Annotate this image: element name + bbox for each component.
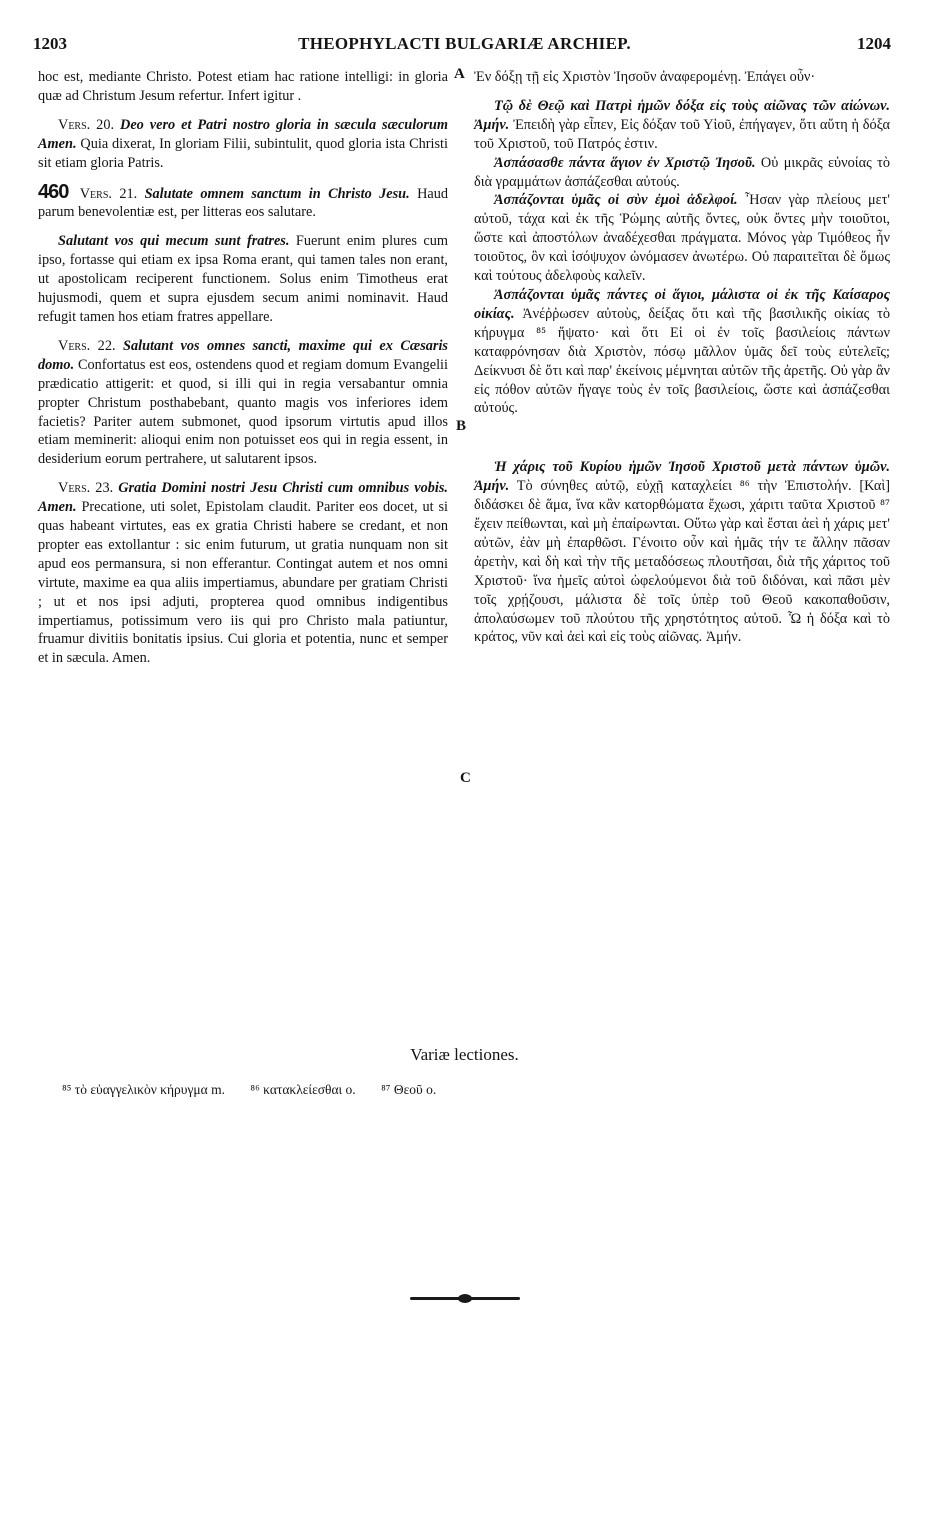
page-number-left: 1203 (33, 34, 67, 53)
verse-lemma: Deo vero et Patri nostro gloria in sæcula sæculorum Amen. (38, 116, 448, 152)
verse-commentary: Τὸ σύνηθες αὐτῷ, εὐχῇ καταχλείει ⁸⁶ τὴν Ἐπιστολήν. [Καὶ] διδάσκει δὲ ἅμα, ἵνα κἂν κατορθώματα ἔχωσι, χάριτι ταῦτα Χριστοῦ ⁸⁷ ἔχειν πείθωνται, καὶ μὴ ἐπαίρωνται. Οὕτω γὰρ καὶ ἔσται ἀεὶ ἡ χάρις μετ' αὐτῶν, ἐὰν μὴ ἐπαρθῶσι. Γένοιτο οὖν καὶ ἡμᾶς τήν τε ἄλλην πᾶσαν ἀρετὴν, καὶ δὴ καὶ τὴν τῆς μεταδόσεως πλουτῆσαι, διὰ τῆς χάριτος τοῦ Χριστοῦ· ἵνα ἡμεῖς αὐτοὶ ὠφελούμενοι διὰ τοῦ διδόναι, καὶ πᾶσι μὲν τοῖς χρῄζουσι, μάλιστα δὲ τοῖς ὑπὲρ τοῦ Θεοῦ κακοπαθοῦσιν, ἀπολαύσωμεν τοῦ πλούτου τῆς χρηστότητος αὐτοῦ. Ὧ ἡ δόξα καὶ τὸ κράτος, νῦν καὶ ἀεὶ καὶ εἰς τοὺς αἰῶνας. Ἀμήν. (474, 478, 890, 646)
column-number: 460 (38, 180, 69, 203)
verse-commentary: Ἀνέῤῥωσεν αὐτοὺς, δείξας ὅτι καὶ τῆς βασιλικῆς οἰκίας τὸ κήρυγμα ⁸⁵ ἥψατο· καὶ ὅτι Εἰ οἱ ἐν τοῖς βασιλείοις πάντων καταφρόνησαν διὰ Χριστὸν, πόσῳ μᾶλλον ὑμᾶς δεῖ τοὺς εὐτελεῖς; Δείκνυσι δὲ ὅτι καὶ παρ' ἐκείνοις μέμνηται αὐτῶν τῆς ἀρετῆς. Οὐ γὰρ ἂν εἰς πόθον αὐτῶν ἤγαγε τοὺς ἐν τοῖς βασιλείοις, ὥστε καὶ ἀσπάζεσθαι αὐτούς. (474, 305, 891, 417)
verse-commentary: Οὐ μικρᾶς εὐνοίας τὸ διὰ γραμμάτων ἀσπάζεσθαι αὐτούς. (474, 154, 891, 190)
variae-lectiones-notes (62, 1082, 902, 1098)
latin-verse-22 (38, 337, 448, 469)
verse-commentary: Quia dixerat, In gloriam Filii, subintulit, quod gloria ista Christi sit etiam gloria Patris. (38, 135, 448, 171)
latin-column (38, 68, 448, 668)
latin-salutant-paragraph (38, 232, 448, 327)
verse-lemma: Salutate omnem sanctum in Christo Jesu. (144, 185, 410, 202)
verse-label: Vers. 21. (79, 185, 138, 202)
greek-column (474, 68, 890, 647)
greek-verse-21 (474, 154, 890, 192)
latin-verse-20 (38, 116, 448, 173)
verse-lemma: Ἀσπάσασθε πάντα ἅγιον ἐν Χριστῷ Ἰησοῦ. (494, 154, 756, 171)
variae-lectiones-heading: Variæ lectiones. (410, 1045, 519, 1064)
end-ornament-rule (410, 1297, 520, 1300)
verse-lemma: Salutant vos omnes sancti, maxime qui ex Cæsaris domo. (38, 337, 449, 373)
verse-label: Vers. 22. (58, 337, 116, 354)
verse-label: Vers. 20. (58, 116, 115, 133)
verse-lemma: Ἡ χάρις τοῦ Κυρίου ἡμῶν Ἰησοῦ Χριστοῦ μετὰ πάντων ὑμῶν. Ἀμήν. (474, 459, 890, 495)
margin-mark-b: B (456, 418, 467, 434)
verse-lemma: Ἀσπάζονται ὑμᾶς οἱ σὺν ἐμοὶ ἀδελφοί. (494, 192, 738, 209)
greek-intro-paragraph: Ἐν δόξῃ τῇ εἰς Χριστὸν Ἰησοῦν ἀναφερομένῃ. Ἐπάγει οὖν· (474, 69, 816, 85)
verse-lemma: Salutant vos qui mecum sunt fratres. (58, 233, 290, 250)
verse-commentary: Precatione, uti solet, Epistolam claudit. Pariter eos docet, ut si quas habeant virtutes, eas ex gratia Christi habere se credant, et non propter eas extollantur : sic enim futurum, ut gratia nunquam non sit apud eos permansura, si non efferantur. Contingat autem et nos omni virtute, maxime ea qua aliis impertiamus, abundare per gratiam Christi ; ut et nos ipsi adjuti, propterea quod omnibus indigentibus impertiamus, potissimum vero iis qui pro Christo mala patiuntur, fruamur divitiis bonitatis ipsius. Cui gloria et potentia, nunc et semper et in sæcula. Amen. (38, 499, 449, 667)
variant-note-86: ⁸⁶ κατακλείεσθαι o. (250, 1082, 356, 1097)
greek-verse-20 (474, 97, 890, 154)
verse-lemma: Ἀσπάζονται ὑμᾶς πάντες οἱ ἅγιοι, μάλιστα οἱ ἐκ τῆς Καίσαρος οἰκίας. (474, 286, 890, 322)
variant-note-85: ⁸⁵ τὸ εὐαγγελικὸν κήρυγμα m. (62, 1082, 225, 1097)
greek-verse-22 (474, 286, 890, 418)
verse-commentary: Ἦσαν γὰρ πλείους μετ' αὐτοῦ, τάχα καὶ ἐκ τῆς Ῥώμης αὐτῆς ὄντες, οὐκ ὄντες μὴν τοιοῦτοι, ὥστε καὶ ἀποστόλων ἀναδέχεσθαι πράγματα. Μόνος γὰρ Τιμόθεος ἦν τοιοῦτος, ὃν καὶ ἰσόψυχον ὠνόμασεν ἀνωτέρω. Οὐ παραιτεῖται δὲ ὅμως καὶ τούτους ἀδελφοὺς καλεῖν. (474, 192, 890, 285)
variant-note-87: ⁸⁷ Θεοῦ o. (381, 1082, 437, 1097)
verse-commentary: Confortatus est eos, ostendens quod et regiam domum Evangelii prædicatio attigerit: et quod, si illi qui in regia versabantur omnia propter Christum posthabebant, quanto magis vos inferiores idem facietis? Pariter autem submonet, quod ipsorum virtutis apud illos etiam meminerit: alioqui enim non potuisset eos qui in regia essent, in desiderium eorum pertrahere, ut salutarent ipsos. (38, 356, 449, 468)
latin-intro-paragraph: hoc est, mediante Christo. Potest etiam hac ratione intelligi: in gloria quæ ad Christum Jesum refertur. Infert igitur . (38, 69, 448, 104)
verse-label: Vers. 23. (58, 480, 114, 497)
verse-commentary: Ἐπειδὴ γὰρ εἶπεν, Εἰς δόξαν τοῦ Υἱοῦ, ἐπήγαγεν, ὅτι αὕτη ἡ δόξα τοῦ Χριστοῦ, τοῦ Πατρός ἐστιν. (474, 116, 890, 152)
latin-verse-21 (38, 180, 449, 223)
verse-commentary: Haud parum benevolentiæ est, per litteras eos salutare. (38, 185, 449, 221)
margin-mark-c: C (460, 770, 471, 786)
greek-salutant-paragraph (474, 191, 890, 286)
margin-mark-a: A (454, 66, 465, 82)
verse-commentary: Fuerunt enim plures cum ipso, fortasse qui etiam ex ipsa Roma erant, qui tamen tales non erant, ut apostolicam reciperent functionem. Solus enim Timotheus erat hujusmodi, quem et supra ejusdem secum animi nominavit. Haud refugit tamen hos etiam fratres appellare. (38, 233, 448, 325)
greek-verse-23 (474, 458, 890, 647)
verse-lemma: Τῷ δὲ Θεῷ καὶ Πατρὶ ἡμῶν δόξα εἰς τοὺς αἰῶνας τῶν αἰώνων. Ἀμήν. (474, 97, 890, 133)
page-number-right: 1204 (857, 34, 891, 53)
latin-verse-23 (38, 479, 448, 668)
running-title: THEOPHYLACTI BULGARIÆ ARCHIEP. (298, 34, 631, 53)
verse-lemma: Gratia Domini nostri Jesu Christi cum omnibus vobis. Amen. (38, 480, 448, 516)
